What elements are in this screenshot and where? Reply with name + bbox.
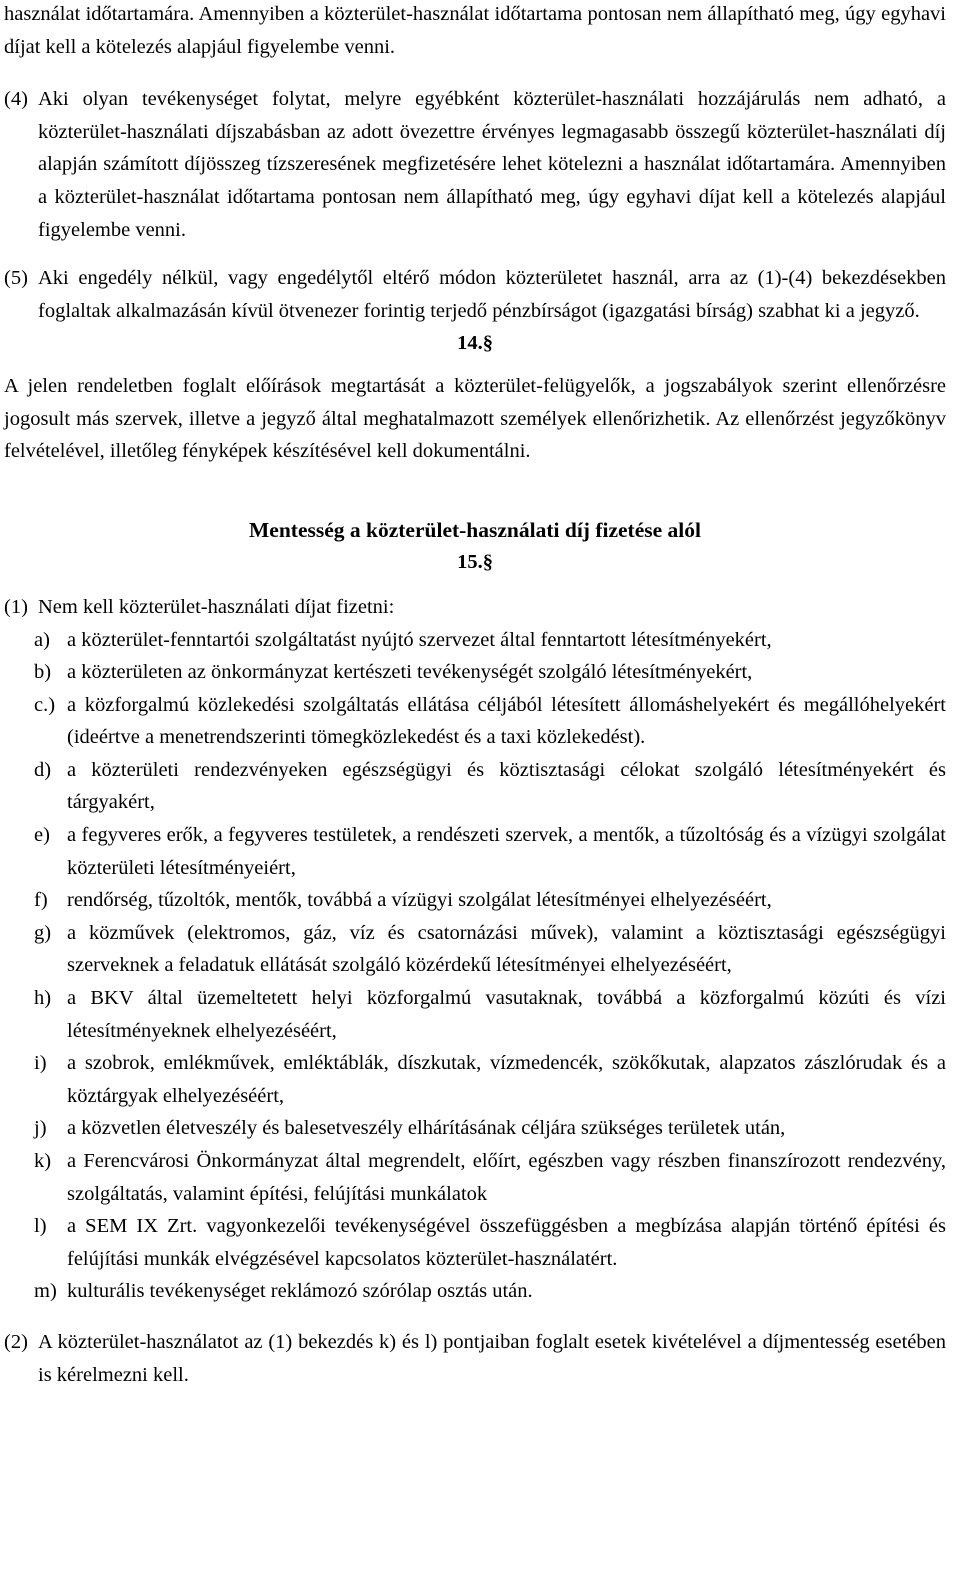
document-page (4, 0, 946, 1391)
list-item (34, 1145, 946, 1210)
item-text: a közművek (elektromos, gáz, víz és csatornázási művek), valamint a köztisztasági egészségügyi szerveknek a feladatuk ellátását szolgáló közérdekű létesítményei elhelyezéséért, (67, 921, 946, 977)
paragraph-text: A közterület-használatot az (1) bekezdés k) és l) pontjaiban foglalt esetek kivételével a díjmentesség esetében is kérelmezni kell. (38, 1330, 946, 1386)
section-15-heading: 15.§ (457, 551, 493, 574)
list-item (34, 624, 946, 657)
item-text: a közvetlen életveszély és balesetveszély elhárításának céljára szükséges területek után, (67, 1117, 786, 1140)
item-label: k) (34, 1150, 52, 1172)
paragraph-15-2 (4, 1326, 946, 1391)
item-text: a BKV által üzemeltetett helyi közforgalmú vasutaknak, továbbá a közforgalmú közúti és vízi létesítményeknek elhelyezéséért, (67, 987, 946, 1042)
item-text: a közterületi rendezvényeken egészségügyi és köztisztasági célokat szolgáló létesítményekért és tárgyakért, (67, 758, 946, 814)
list-item (34, 884, 946, 917)
item-label: b) (34, 661, 52, 684)
paragraph-number: (5) (4, 267, 28, 290)
item-label: l) (34, 1215, 47, 1238)
paragraph-text: Nem kell közterület-használati díjat fizetni: (38, 595, 395, 618)
item-label: a) (34, 628, 50, 651)
list-item (34, 754, 946, 819)
item-text: a SEM IX Zrt. vagyonkezelői tevékenységével összefüggésben a megbízása alapján történő építési és felújítási munkák elvégzésével kapcsolatos közterület-használatért. (67, 1215, 946, 1270)
paragraph-13-5 (4, 262, 946, 327)
item-label: m) (34, 1280, 57, 1303)
paragraph-13-4 (4, 83, 946, 246)
list-item (34, 917, 946, 982)
list-item (34, 819, 946, 884)
exemption-list (34, 624, 946, 1308)
list-item (34, 656, 946, 689)
item-text: a fegyveres erők, a fegyveres testületek, a rendészeti szervek, a mentők, a tűzoltóság és a vízügyi szolgálat közterületi létesítményeiért, (67, 824, 946, 879)
paragraph-number: (1) (4, 595, 28, 618)
item-text: a közterület-fenntartói szolgáltatást nyújtó szervezet által fenntartott létesítményekért, (67, 628, 772, 651)
item-label: d) (34, 758, 52, 781)
paragraph-15-1 (4, 591, 946, 624)
item-text: a közterületen az önkormányzat kertészeti tevékenységét szolgáló létesítményekért, (67, 661, 753, 684)
item-label: j) (34, 1117, 47, 1140)
list-item (34, 1275, 946, 1308)
item-label: c.) (34, 693, 56, 716)
paragraph-number: (4) (4, 88, 28, 111)
section-15-title: Mentesség a közterület-használati díj fizetése alól (249, 517, 701, 542)
list-item (34, 1210, 946, 1275)
item-label: i) (34, 1052, 47, 1075)
item-text: a Ferencvárosi Önkormányzat által megrendelt, előírt, egészben vagy részben finanszírozott rendezvény, szolgáltatás, valamint építési, felújítási munkálatok (67, 1150, 946, 1205)
list-item (34, 1112, 946, 1145)
paragraph-number: (2) (4, 1330, 28, 1353)
item-text: a közforgalmú közlekedési szolgáltatás ellátása céljából létesített állomáshelyekért és megállóhelyekért (ideértve a menetrendszerinti tömegközlekedést és a taxi közlekedést). (67, 693, 946, 749)
list-item (34, 982, 946, 1047)
item-label: h) (34, 987, 52, 1010)
item-text: kulturális tevékenységet reklámozó szórólap osztás után. (67, 1280, 533, 1303)
item-text: rendőrség, tűzoltók, mentők, továbbá a vízügyi szolgálat létesítményei elhelyezéséért, (67, 889, 772, 912)
section-14-text: A jelen rendeletben foglalt előírások megtartását a közterület-felügyelők, a jogszabályok szerint ellenőrzésre jogosult más szervek, illetve a jegyző által meghatalmazott személyek ellenőrizhetik. Az ellenőrzést jegyzőkönyv felvételével, illetőleg fényképek készítésével kell dokumentálni. (4, 374, 946, 463)
paragraph-text: Aki engedély nélkül, vagy engedélytől eltérő módon közterületet használ, arra az (1)-(4) bekezdésekben foglaltak alkalmazásán kívül ötvenezer forintig terjedő pénzbírságot (igazgatási bírság) szabhat ki a jegyző. (38, 267, 946, 322)
item-text: a szobrok, emlékművek, emléktáblák, díszkutak, vízmedencék, szökőkutak, alapzatos zászlórudak és a köztárgyak elhelyezéséért, (67, 1052, 946, 1107)
intro-paragraph: használat időtartamára. Amennyiben a közterület-használat időtartama pontosan nem állapítható meg, úgy egyhavi díjat kell a kötelezés alapjául figyelembe venni. (4, 3, 946, 58)
item-label: g) (34, 921, 52, 944)
paragraph-text: Aki olyan tevékenységet folytat, melyre egyébként közterület-használati hozzájárulás nem adható, a közterület-használati díjszabásban az adott övezettre érvényes legmagasabb összegű közterület-használati díj alapján számított díjösszeg tízszeresének megfizetésére lehet kötelezni a használat időtartamára. Amennyiben a közterület-használat időtartama pontosan nem állapítható meg, úgy egyhavi díjat kell a kötelezés alapjául figyelembe venni. (38, 88, 946, 241)
section-14-heading: 14.§ (457, 332, 493, 355)
list-item (34, 1047, 946, 1112)
list-item (34, 689, 946, 754)
item-label: e) (34, 824, 50, 847)
item-label: f) (34, 889, 48, 912)
